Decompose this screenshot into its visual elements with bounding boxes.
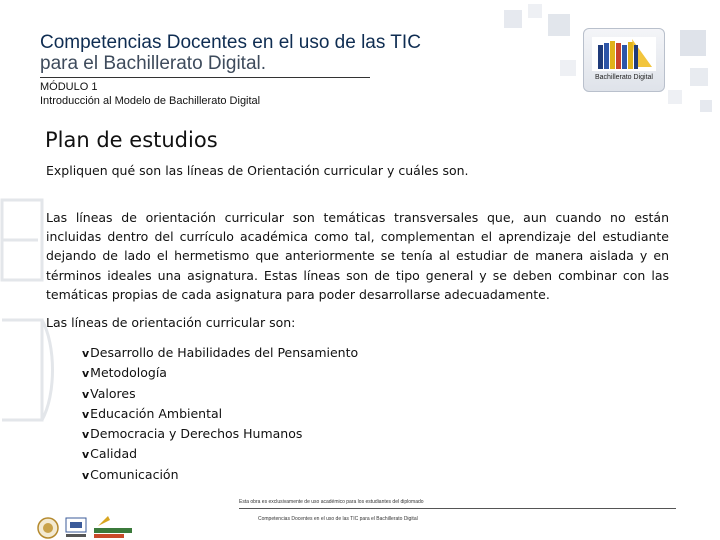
check-bullet-icon: v <box>82 347 90 360</box>
list-item-label: Metodología <box>90 365 167 381</box>
educacion-distancia-logo-icon <box>94 516 132 538</box>
list-item <box>82 384 358 404</box>
module-info <box>40 80 260 108</box>
title-divider <box>40 77 370 78</box>
list-item-label: Comunicación <box>90 466 179 482</box>
module-number: MÓDULO 1 <box>40 81 98 93</box>
footer-divider <box>239 508 676 509</box>
body-paragraph: Las líneas de orientación curricular son temáticas transversales que, aun cuando no están incluidas dentro del currículo académica como tal, complementan el aprendizaje del estudiante dejando de lado el hermetismo que anteriormente se tenía al estudiar de manera aislada y en términos ideales una asignatura. Estas líneas son de tipo general y se deben combinar con las temáticas propias de cada asignatura para poder desarrollarse adecuadamente. <box>46 210 669 302</box>
list-item <box>82 424 358 444</box>
list-item-label: Educación Ambiental <box>90 405 223 421</box>
course-title-line2: para el Bachillerato Digital. <box>40 53 267 74</box>
footer-course: Competencias Docentes en el uso de las TIC para el Bachillerato Digital <box>258 516 418 522</box>
list-item-label: Valores <box>90 385 136 401</box>
list-item-label: Calidad <box>90 446 138 462</box>
check-bullet-icon: v <box>82 387 90 401</box>
list-item <box>82 404 358 424</box>
question-text: Expliquen qué son las líneas de Orientación curricular y cuáles son. <box>46 163 469 178</box>
list-item <box>82 444 358 464</box>
list-intro: Las líneas de orientación curricular son: <box>46 315 296 330</box>
course-title <box>40 32 421 74</box>
check-bullet-icon: v <box>82 448 90 462</box>
module-name: Introducción al Modelo de Bachillerato Digital <box>40 95 261 107</box>
page-title: Plan de estudios <box>45 128 218 152</box>
list-item <box>82 363 358 383</box>
check-bullet-icon: v <box>82 468 90 482</box>
check-bullet-icon: v <box>82 428 90 442</box>
curricular-lines-list <box>82 343 358 485</box>
footer-logos <box>36 512 146 540</box>
logo-caption: Bachillerato Digital <box>595 74 653 81</box>
university-seal-icon <box>38 518 58 538</box>
course-title-line1: Competencias Docentes en el uso de las TIC <box>40 32 421 53</box>
check-bullet-icon: v <box>82 407 90 421</box>
list-item-label: Democracia y Derechos Humanos <box>90 426 303 442</box>
check-bullet-icon: v <box>82 367 90 381</box>
footer-notice: Esta obra es exclusivamente de uso académico para los estudiantes del diplomado <box>239 499 424 505</box>
puebla-logo-icon <box>66 518 86 537</box>
bachillerato-digital-logo-icon <box>592 37 656 71</box>
list-item <box>82 343 358 363</box>
bachillerato-digital-logo <box>583 28 665 92</box>
list-item-label: Desarrollo de Habilidades del Pensamiento <box>90 345 359 360</box>
list-item <box>82 465 358 485</box>
